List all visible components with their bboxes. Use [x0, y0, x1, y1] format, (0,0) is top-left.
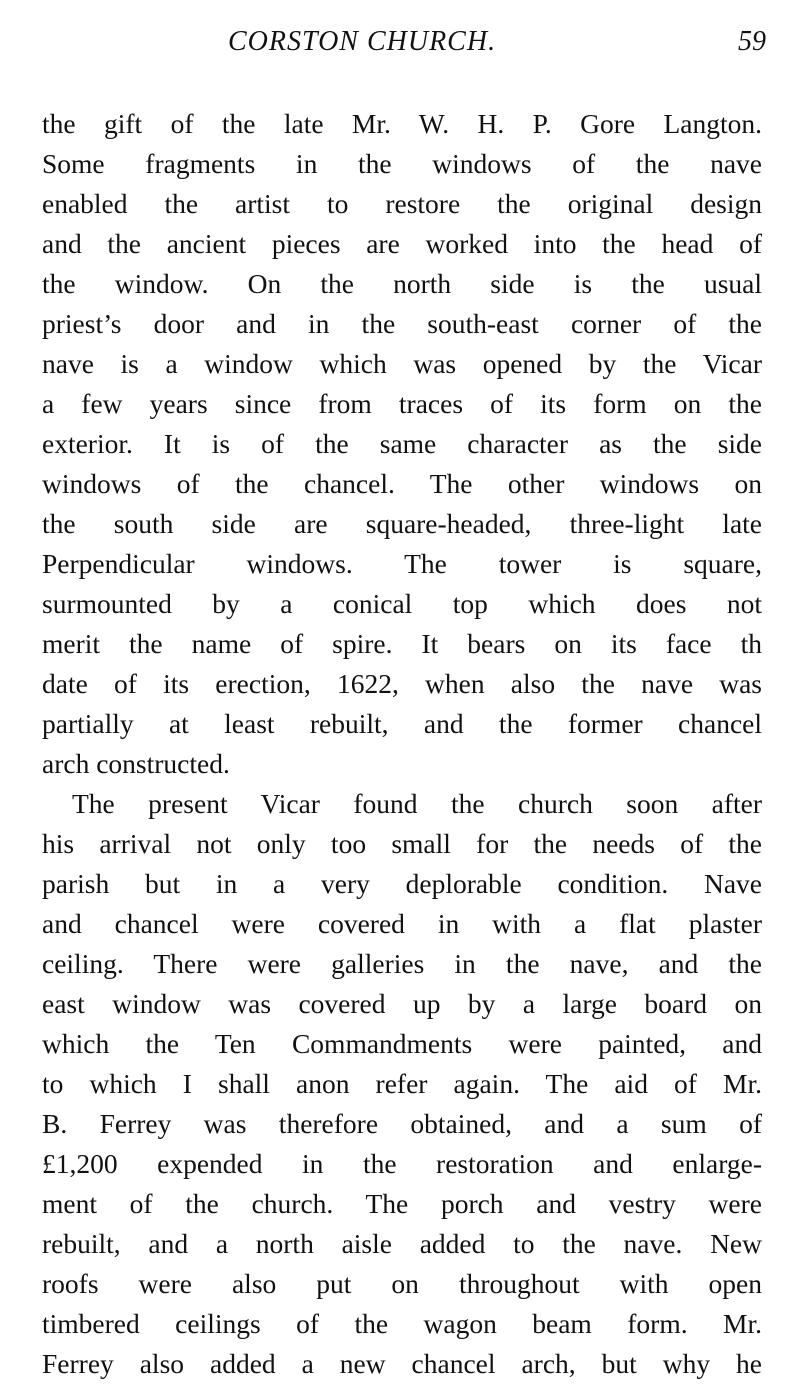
text-line: £1,200 expended in the restoration and enlarge- [42, 1148, 762, 1179]
text-line: parish but in a very deplorable condition. Nave [42, 868, 762, 899]
paragraph-2 [42, 784, 762, 1384]
text-line: and chancel were covered in with a flat plaster [42, 908, 762, 939]
text-line: his arrival not only too small for the needs of the [42, 828, 762, 859]
text-line: merit the name of spire. It bears on its face th [42, 628, 762, 659]
text-line: ceiling. There were galleries in the nave, and the [42, 948, 762, 979]
text-line: partially at least rebuilt, and the former chancel [42, 708, 762, 739]
text-line: roofs were also put on throughout with open [42, 1268, 762, 1299]
text-line: the gift of the late Mr. W. H. P. Gore Langton. [42, 108, 762, 139]
text-line: Perpendicular windows. The tower is square, [42, 548, 762, 579]
text-line: which the Ten Commandments were painted, and [42, 1028, 762, 1059]
text-line: a few years since from traces of its form on the [42, 388, 762, 419]
text-line: The present Vicar found the church soon after [72, 788, 762, 819]
text-line: rebuilt, and a north aisle added to the nave. New [42, 1228, 762, 1259]
text-line: to which I shall anon refer again. The aid of Mr. [42, 1068, 762, 1099]
page-number: 59 [738, 26, 766, 57]
text-line: priest’s door and in the south-east corner of the [42, 308, 762, 339]
text-line: Some fragments in the windows of the nave [42, 148, 762, 179]
text-line: the south side are square-headed, three-light late [42, 508, 762, 539]
text-line: Ferrey also added a new chancel arch, but why he [42, 1348, 762, 1379]
text-line: surmounted by a conical top which does not [42, 588, 762, 619]
text-line: timbered ceilings of the wagon beam form. Mr. [42, 1308, 762, 1339]
text-line: ment of the church. The porch and vestry were [42, 1188, 762, 1219]
text-line: east window was covered up by a large board on [42, 988, 762, 1019]
text-line: arch constructed. [42, 748, 230, 779]
text-line: exterior. It is of the same character as the side [42, 428, 762, 459]
text-line: date of its erection, 1622, when also the nave was [42, 668, 762, 699]
page-header [0, 26, 800, 66]
paragraph-1 [42, 104, 762, 784]
text-line: and the ancient pieces are worked into the head of [42, 228, 762, 259]
text-line: the window. On the north side is the usual [42, 268, 762, 299]
text-line: B. Ferrey was therefore obtained, and a sum of [42, 1108, 762, 1139]
text-line: nave is a window which was opened by the Vicar [42, 348, 762, 379]
text-line: windows of the chancel. The other windows on [42, 468, 762, 499]
body-text [42, 104, 762, 1384]
running-title: CORSTON CHURCH. [228, 26, 497, 57]
text-line: enabled the artist to restore the original design [42, 188, 762, 219]
